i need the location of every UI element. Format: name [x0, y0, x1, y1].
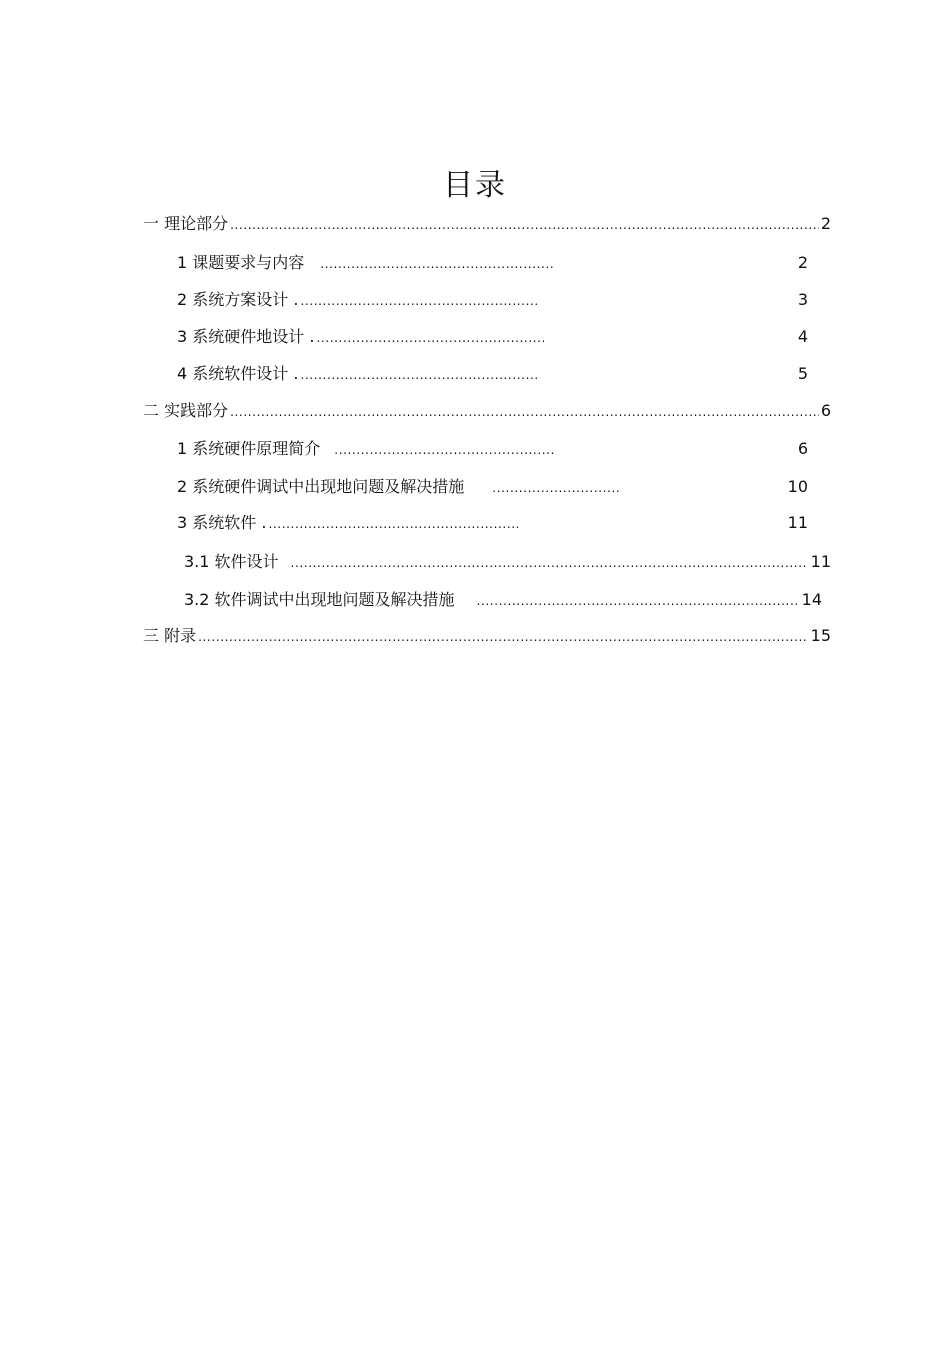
toc-entry-label: 3 系统硬件地设计 . — [177, 327, 315, 346]
toc-leader-dots — [300, 291, 538, 311]
toc-entry-label: 1 课题要求与内容 — [177, 253, 305, 272]
toc-entry-page: 5 — [797, 364, 808, 383]
toc-entry-label: 2 系统方案设计 . — [177, 290, 299, 309]
toc-entry[interactable] — [143, 401, 831, 422]
toc-entry[interactable] — [177, 253, 808, 274]
toc-entry[interactable] — [177, 327, 808, 348]
toc-entry-label: 三 附录 — [143, 626, 197, 645]
toc-entry-page: 3 — [797, 290, 808, 309]
toc-entry-page: 2 — [820, 214, 831, 233]
toc-entry[interactable] — [143, 626, 831, 647]
toc-entry-page: 15 — [810, 626, 831, 645]
toc-leader-dots — [230, 402, 819, 422]
toc-entry-label: 1 系统硬件原理简介 — [177, 439, 321, 458]
toc-entry-label: 2 系统硬件调试中出现地问题及解决措施 — [177, 477, 465, 496]
toc-entry[interactable] — [177, 290, 808, 311]
toc-leader-dots — [477, 591, 798, 611]
toc-entry[interactable] — [184, 590, 822, 611]
toc-entry-label: 一 理论部分 — [143, 214, 229, 233]
toc-leader-dots — [320, 254, 554, 274]
toc-entry-page: 2 — [797, 253, 808, 272]
toc-entry[interactable] — [177, 364, 808, 385]
toc-leader-dots — [268, 514, 518, 534]
toc-entry[interactable] — [184, 552, 831, 573]
toc-entry-page: 11 — [787, 513, 808, 532]
toc-entry-page: 6 — [820, 401, 831, 420]
toc-entry-page: 10 — [787, 477, 808, 496]
toc-entry-label: 二 实践部分 — [143, 401, 229, 420]
toc-entry-page: 14 — [801, 590, 822, 609]
toc-leader-dots — [300, 365, 538, 385]
toc-entry-label: 3.2 软件调试中出现地问题及解决措施 — [184, 590, 455, 609]
toc-leader-dots — [334, 440, 556, 460]
toc-entry-label: 3 系统软件 . — [177, 513, 267, 532]
toc-leader-dots — [291, 553, 807, 573]
toc-entry-label: 3.1 软件设计 — [184, 552, 279, 571]
toc-entry-page: 4 — [797, 327, 808, 346]
toc-entry[interactable] — [143, 214, 831, 235]
toc-entry[interactable] — [177, 513, 808, 534]
toc-entry-page: 6 — [797, 439, 808, 458]
toc-title: 目录 — [443, 168, 507, 203]
toc-leader-dots — [316, 328, 544, 348]
toc-leader-dots — [198, 627, 807, 647]
toc-leader-dots — [230, 215, 819, 235]
toc-entry-page: 11 — [810, 552, 831, 571]
toc-entry-label: 4 系统软件设计 . — [177, 364, 299, 383]
toc-entry[interactable] — [177, 439, 808, 460]
toc-entry[interactable] — [177, 477, 808, 498]
toc-leader-dots — [492, 478, 620, 498]
